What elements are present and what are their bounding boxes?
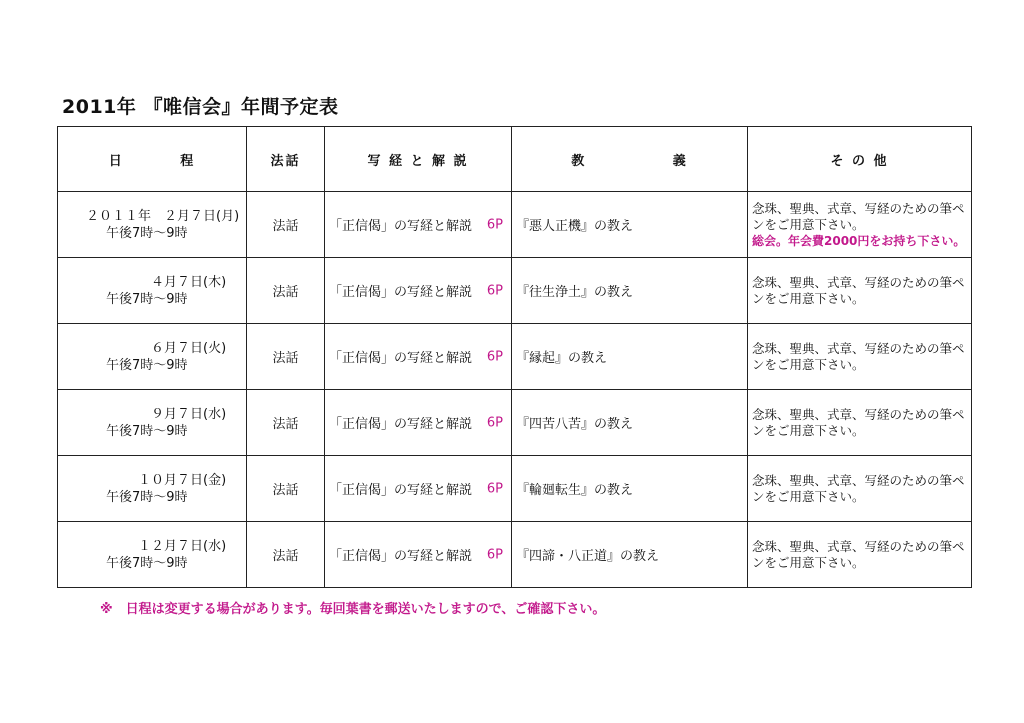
date-text: ６月７日(火)	[86, 340, 227, 356]
dharma-talk-cell: 法話	[247, 390, 325, 456]
sutra-text: 「正信偈」の写経と解説	[329, 483, 473, 498]
table-row	[58, 522, 972, 588]
header-other: そ の 他	[748, 127, 972, 192]
other-text: 念珠、聖典、式章、写経のための筆ペンをご用意下さい。	[752, 538, 965, 570]
date-text: １２月７日(水)	[86, 538, 227, 554]
page-title: 2011年 『唯信会』年間予定表	[62, 96, 339, 118]
page-count: 6P	[486, 283, 503, 298]
table-row	[58, 324, 972, 390]
other-text: 念珠、聖典、式章、写経のための筆ペンをご用意下さい。	[752, 472, 965, 504]
table-row	[58, 390, 972, 456]
sutra-cell	[325, 192, 512, 258]
other-cell	[748, 522, 972, 588]
other-cell	[748, 324, 972, 390]
date-text: ２０１１年 ２月７日(月)	[86, 208, 240, 224]
sutra-text: 「正信偈」の写経と解説	[329, 417, 473, 432]
sutra-text: 「正信偈」の写経と解説	[329, 219, 473, 234]
sutra-text: 「正信偈」の写経と解説	[329, 285, 473, 300]
date-cell	[58, 258, 247, 324]
sutra-cell	[325, 258, 512, 324]
schedule-change-note: ※ 日程は変更する場合があります。毎回葉書を郵送いたしますので、ご確認下さい。	[100, 602, 606, 617]
time-text: 午後7時～9時	[106, 555, 188, 571]
dharma-talk-cell: 法話	[247, 324, 325, 390]
other-cell	[748, 390, 972, 456]
page-count: 6P	[486, 481, 503, 496]
doctrine-cell: 『四苦八苦』の教え	[512, 390, 748, 456]
page-count: 6P	[486, 547, 503, 562]
other-text: 念珠、聖典、式章、写経のための筆ペンをご用意下さい。	[752, 274, 965, 306]
date-cell	[58, 456, 247, 522]
doctrine-cell: 『縁起』の教え	[512, 324, 748, 390]
sutra-cell	[325, 390, 512, 456]
sutra-text: 「正信偈」の写経と解説	[329, 351, 473, 366]
time-text: 午後7時～9時	[106, 423, 188, 439]
doctrine-cell: 『輪廻転生』の教え	[512, 456, 748, 522]
dharma-talk-cell: 法話	[247, 456, 325, 522]
header-dharma-talk: 法話	[247, 127, 325, 192]
dharma-talk-cell: 法話	[247, 522, 325, 588]
page-count: 6P	[486, 217, 503, 232]
table-row	[58, 258, 972, 324]
other-cell	[748, 192, 972, 258]
sutra-cell	[325, 522, 512, 588]
general-meeting-note: 総会。年会費2000円をお持ち下さい。	[752, 233, 966, 248]
sutra-text: 「正信偈」の写経と解説	[329, 549, 473, 564]
time-text: 午後7時～9時	[106, 225, 188, 241]
date-text: １０月７日(金)	[86, 472, 227, 488]
date-cell	[58, 522, 247, 588]
other-text: 念珠、聖典、式章、写経のための筆ペンをご用意下さい。	[752, 200, 965, 232]
other-text: 念珠、聖典、式章、写経のための筆ペンをご用意下さい。	[752, 340, 965, 372]
other-cell	[748, 456, 972, 522]
schedule-table	[57, 126, 972, 588]
table-row	[58, 192, 972, 258]
other-cell	[748, 258, 972, 324]
page-count: 6P	[486, 415, 503, 430]
date-text: ４月７日(木)	[86, 274, 227, 290]
table-header-row	[58, 127, 972, 192]
time-text: 午後7時～9時	[106, 489, 188, 505]
doctrine-cell: 『悪人正機』の教え	[512, 192, 748, 258]
date-cell	[58, 324, 247, 390]
dharma-talk-cell: 法話	[247, 192, 325, 258]
doctrine-cell: 『往生浄土』の教え	[512, 258, 748, 324]
page-count: 6P	[486, 349, 503, 364]
sutra-cell	[325, 324, 512, 390]
header-sutra: 写 経 と 解 説	[325, 127, 512, 192]
date-text: ９月７日(水)	[86, 406, 227, 422]
other-text: 念珠、聖典、式章、写経のための筆ペンをご用意下さい。	[752, 406, 965, 438]
dharma-talk-cell: 法話	[247, 258, 325, 324]
date-cell	[58, 192, 247, 258]
table-row	[58, 456, 972, 522]
time-text: 午後7時～9時	[106, 291, 188, 307]
time-text: 午後7時～9時	[106, 357, 188, 373]
date-cell	[58, 390, 247, 456]
header-date: 日 程	[58, 127, 247, 192]
header-doctrine: 教 義	[512, 127, 748, 192]
sutra-cell	[325, 456, 512, 522]
doctrine-cell: 『四諦・八正道』の教え	[512, 522, 748, 588]
